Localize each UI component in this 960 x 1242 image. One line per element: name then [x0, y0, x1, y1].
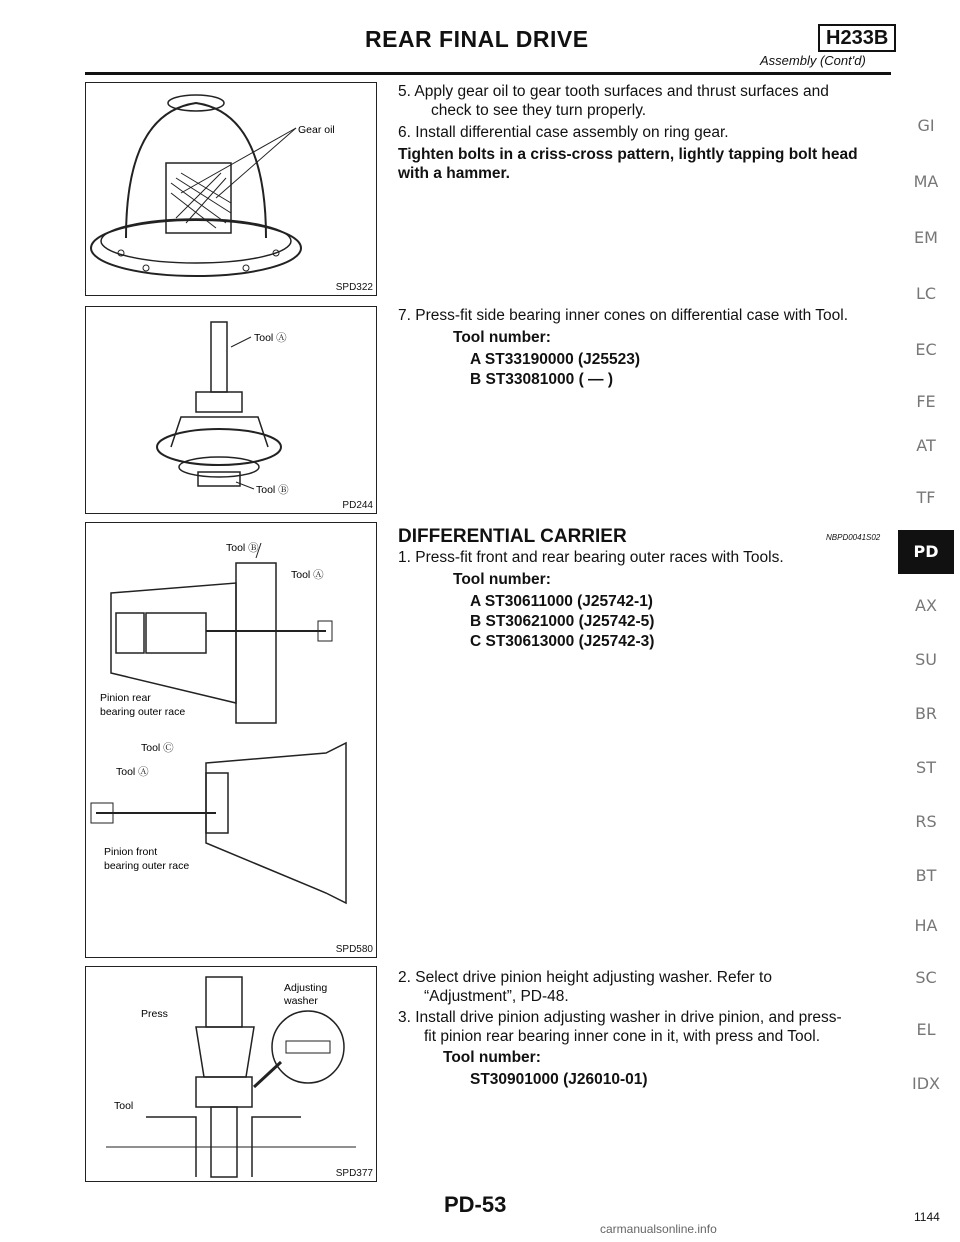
fig4-label-1: washer — [284, 995, 318, 1007]
fig4-label-0: Adjusting — [284, 982, 328, 994]
figure-code: SPD322 — [335, 282, 373, 293]
dc-tool-b: B ST30621000 (J25742-5) — [470, 613, 655, 630]
side-tab-at[interactable]: AT — [916, 436, 936, 455]
dc-tool-c: C ST30613000 (J25742-3) — [470, 633, 655, 650]
figure-side-bearing — [85, 306, 377, 514]
fig1-label-0: Gear oil — [298, 124, 335, 136]
watermark: carmanualsonline.info — [600, 1222, 717, 1236]
fig4-label-3: Tool — [114, 1100, 134, 1112]
page-id: 1144 — [914, 1210, 940, 1224]
step-6: 6. Install differential case assembly on ring gear. — [398, 124, 729, 141]
adjusting-washer-illustration — [86, 967, 376, 1181]
side-tab-ma[interactable]: MA — [913, 172, 939, 191]
page-title: REAR FINAL DRIVE — [365, 26, 589, 52]
fig2-label-0: Tool Ⓐ — [254, 332, 287, 344]
side-tab-st[interactable]: ST — [916, 758, 936, 777]
side-bearing-illustration — [86, 307, 376, 513]
step-6-warning-2: with a hammer. — [398, 165, 510, 182]
section-heading: DIFFERENTIAL CARRIER — [398, 526, 627, 547]
side-tab-el[interactable]: EL — [916, 1020, 936, 1039]
side-tab-su[interactable]: SU — [915, 650, 937, 669]
outer-races-illustration — [86, 523, 376, 957]
step-2: 2. Select drive pinion height adjusting washer. Refer to — [398, 969, 772, 986]
step-7-tool-a: A ST33190000 (J25523) — [470, 351, 641, 368]
fig3-label-7: bearing outer race — [104, 860, 190, 872]
step-3-tool-heading: Tool number: — [443, 1049, 541, 1066]
model-badge: H233B — [818, 24, 896, 52]
dc-tool-a: A ST30611000 (J25742-1) — [470, 593, 653, 610]
fig3-label-2: Pinion rear — [100, 692, 151, 704]
step-3: 3. Install drive pinion adjusting washer in drive pinion, and press- — [398, 1009, 842, 1026]
page-number: PD-53 — [444, 1192, 507, 1217]
fig2-label-1: Tool Ⓑ — [256, 484, 289, 496]
step-2-cont: “Adjustment”, PD-48. — [424, 988, 569, 1005]
fig3-label-1: Tool Ⓐ — [291, 569, 324, 581]
side-tab-em[interactable]: EM — [914, 228, 938, 247]
figure-code: SPD377 — [335, 1168, 373, 1179]
step-7: 7. Press-fit side bearing inner cones on differential case with Tool. — [398, 307, 849, 324]
fig3-label-5: Tool Ⓐ — [116, 766, 149, 778]
fig3-label-4: Tool Ⓒ — [141, 742, 174, 754]
dc-step-1: 1. Press-fit front and rear bearing outer races with Tools. — [398, 549, 784, 566]
side-tab-sc[interactable]: SC — [915, 968, 937, 987]
section-code: NBPD0041S02 — [826, 533, 881, 542]
fig3-label-3: bearing outer race — [100, 706, 186, 718]
step-5: 5. Apply gear oil to gear tooth surfaces and thrust surfaces and — [398, 83, 829, 100]
step-7-tool-b: B ST33081000 ( — ) — [470, 371, 614, 388]
step-6-warning-1: Tighten bolts in a criss-cross pattern, lightly tapping bolt head — [398, 146, 858, 163]
side-tab-ec[interactable]: EC — [915, 340, 937, 359]
side-tab-ha[interactable]: HA — [914, 916, 938, 935]
figure-outer-races — [85, 522, 377, 958]
figure-code: SPD580 — [335, 944, 373, 955]
step-3-tool-1: ST30901000 (J26010-01) — [470, 1071, 648, 1088]
side-tab-bt[interactable]: BT — [915, 866, 937, 885]
figure-code: PD244 — [342, 500, 373, 511]
side-tab-lc[interactable]: LC — [915, 284, 937, 303]
side-tab-pd[interactable]: PD — [898, 530, 954, 574]
fig3-label-0: Tool Ⓑ — [226, 542, 259, 554]
side-tab-tf[interactable]: TF — [916, 488, 936, 507]
step-5-cont: check to see they turn properly. — [431, 102, 647, 119]
side-tab-rs[interactable]: RS — [915, 812, 937, 831]
dc-tool-heading: Tool number: — [453, 571, 551, 588]
figure-gear-oil — [85, 82, 377, 296]
section-subtitle: Assembly (Cont'd) — [760, 53, 866, 68]
side-tab-ax[interactable]: AX — [915, 596, 937, 615]
side-tab-fe[interactable]: FE — [916, 392, 936, 411]
side-tab-gi[interactable]: GI — [917, 116, 935, 135]
differential-case-illustration — [86, 83, 376, 295]
fig4-label-2: Press — [141, 1008, 168, 1020]
header-rule — [85, 72, 891, 75]
side-tab-idx[interactable]: IDX — [912, 1074, 940, 1093]
step-7-tool-heading: Tool number: — [453, 329, 551, 346]
step-3-cont: fit pinion rear bearing inner cone in it, with press and Tool. — [424, 1028, 821, 1045]
fig3-label-6: Pinion front — [104, 846, 158, 858]
figure-adjusting-washer — [85, 966, 377, 1182]
side-tab-br[interactable]: BR — [914, 704, 938, 723]
